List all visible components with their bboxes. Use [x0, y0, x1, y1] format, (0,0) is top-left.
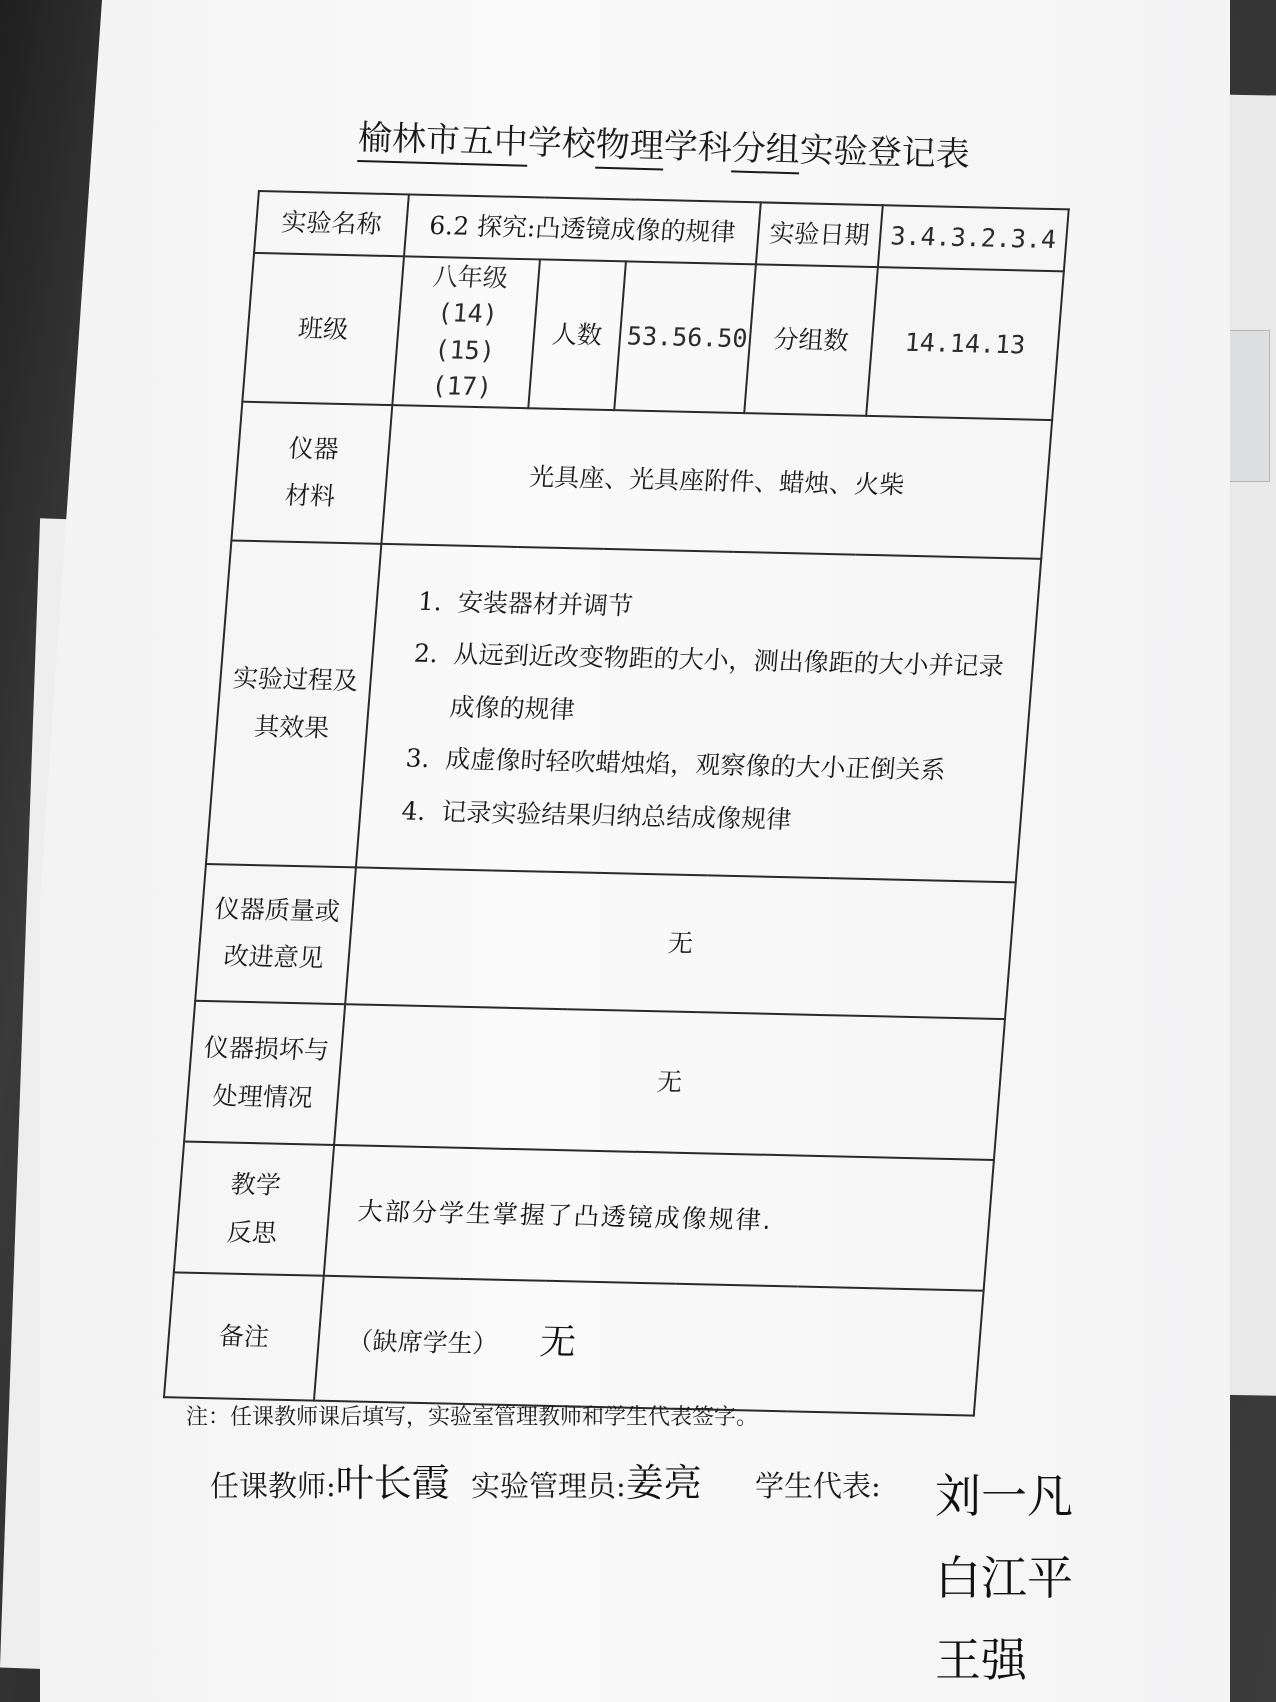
- admin-signature: 姜亮: [625, 1461, 702, 1505]
- remark-value: 无: [538, 1322, 580, 1364]
- class-grade: 八年级: [431, 262, 510, 293]
- damage-label-line2: 处理情况: [211, 1080, 314, 1112]
- count-label: 人数: [528, 260, 626, 410]
- class-numbers: (14) (15) (17): [430, 298, 499, 402]
- registration-table: [163, 190, 1068, 1417]
- quality-label: [195, 864, 356, 1004]
- equipment-label-line1: 仪器: [287, 433, 340, 464]
- count-value: 53.56.50: [614, 262, 756, 413]
- student-label: 学生代表:: [755, 1469, 881, 1503]
- reflection-value: 大部分学生掌握了凸透镜成像规律.: [324, 1145, 994, 1291]
- groups-value: 14.14.13: [866, 268, 1064, 420]
- remark-prefix: （缺席学生）: [346, 1326, 499, 1360]
- process-steps: [356, 543, 1041, 882]
- title-school: 学校: [527, 122, 597, 165]
- class-value: [392, 257, 540, 408]
- teacher-label: 任课教师:: [210, 1469, 336, 1503]
- equipment-value: 光具座、光具座附件、蜡烛、火柴: [381, 405, 1052, 559]
- title-school-name: 五中: [459, 121, 528, 167]
- row-damage: [184, 1001, 1005, 1160]
- row-reflection: [174, 1142, 994, 1291]
- student-signatures: [935, 1455, 1135, 1701]
- step-item: 2. 从远到近改变物距的大小，测出像距的大小并记录成像的规律: [440, 628, 1028, 746]
- step-item: 4. 记录实验结果归纳总结成像规律: [431, 786, 1015, 852]
- row-class: [242, 253, 1063, 419]
- quality-label-line1: 仪器质量或: [213, 894, 342, 927]
- reflection-label-line2: 反思: [225, 1217, 279, 1248]
- experiment-name-label: 实验名称: [254, 191, 409, 257]
- equipment-label: [231, 401, 392, 543]
- groups-label: 分组数: [744, 265, 878, 416]
- step-item: 3. 成虚像时轻吹蜡烛焰，观察像的大小正倒关系: [435, 733, 1019, 799]
- reflection-label-line1: 教学: [229, 1169, 282, 1200]
- title-register: 实验登记表: [799, 130, 971, 176]
- equipment-label-line2: 材料: [283, 480, 337, 511]
- row-remark: [164, 1272, 984, 1415]
- steps-list: [397, 575, 1032, 851]
- date-value: 3.4.3.2.3.4: [878, 205, 1069, 272]
- title-subject: 物理: [595, 125, 664, 171]
- remark-label: 备注: [164, 1272, 324, 1400]
- title-city: 榆林市: [357, 118, 460, 165]
- reflection-label: [174, 1142, 334, 1276]
- student-signature: 白江平: [935, 1551, 1073, 1605]
- experiment-name-value: 6.2 探究:凸透镜成像的规律: [404, 194, 761, 264]
- row-equipment: [231, 401, 1052, 558]
- title-group: 分组: [731, 128, 800, 174]
- quality-label-line2: 改进意见: [222, 941, 325, 974]
- process-label: [206, 540, 381, 867]
- student-signature: 刘一凡: [935, 1469, 1073, 1523]
- student-signature: 王强: [935, 1633, 1027, 1687]
- teacher-signature: 叶长霞: [335, 1461, 450, 1505]
- class-label: 班级: [242, 253, 404, 404]
- step-item: 1. 安装器材并调节: [448, 576, 1032, 642]
- admin-label: 实验管理员:: [471, 1469, 626, 1503]
- remark-cell: [314, 1276, 984, 1416]
- damage-value: 无: [334, 1004, 1005, 1160]
- row-quality: [195, 864, 1016, 1019]
- date-label: 实验日期: [756, 202, 883, 267]
- damage-label-line1: 仪器损坏与: [202, 1033, 331, 1065]
- process-label-line2: 其效果: [253, 711, 331, 743]
- title-discipline: 学科: [663, 126, 733, 169]
- damage-label: [184, 1001, 345, 1145]
- row-process: [206, 540, 1041, 882]
- quality-value: 无: [345, 867, 1016, 1019]
- process-label-line1: 实验过程及: [231, 663, 360, 696]
- footnote: 注：任课教师课后填写，实验室管理教师和学生代表签字。: [186, 1405, 759, 1430]
